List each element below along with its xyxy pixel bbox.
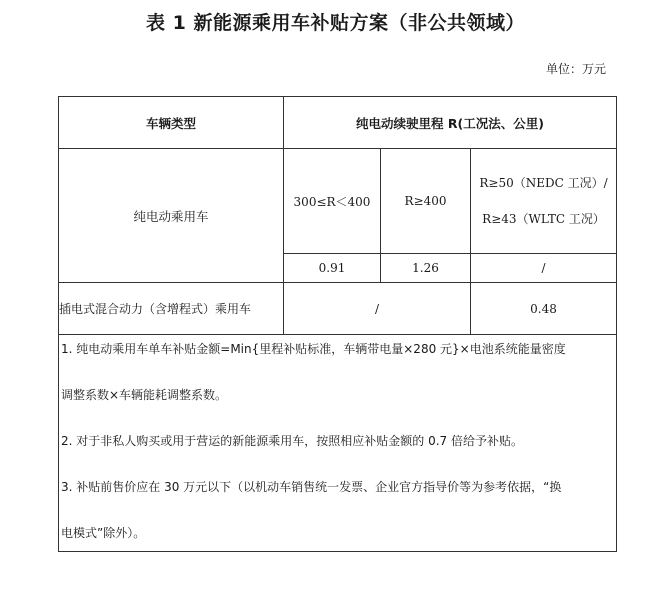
range-col-2: R≥400: [381, 149, 471, 254]
subsidy-table: [58, 96, 617, 552]
phev-value-2: 0.48: [471, 283, 617, 335]
range-col-3-line1: R≥50（NEDC 工况）/: [479, 176, 608, 190]
phev-value-1: /: [284, 283, 471, 335]
table-title: 表 1 新能源乘用车补贴方案（非公共领域）: [146, 12, 525, 34]
range-col-3: [471, 149, 617, 254]
note-1-line-1: 1. 纯电动乘用车单车补贴金额=Min{里程补贴标准，车辆带电量×280 元}×电池系统能量密度: [61, 342, 566, 356]
note-3-line-1: 3. 补贴前售价应在 30 万元以下（以机动车销售统一发票、企业官方指导价等为参考依据，“换: [61, 480, 562, 494]
note-3-line-2: 电模式”除外）。: [61, 526, 146, 540]
bev-value-3: /: [471, 254, 617, 283]
phev-label: 插电式混合动力（含增程式）乘用车: [59, 283, 284, 335]
bev-label: 纯电动乘用车: [59, 149, 284, 283]
notes-cell: [59, 335, 617, 552]
bev-value-2: 1.26: [381, 254, 471, 283]
bev-value-1: 0.91: [284, 254, 381, 283]
range-col-3-line2: R≥43（WLTC 工况）: [482, 212, 605, 226]
header-range: 纯电动续驶里程 R(工况法、公里): [284, 97, 617, 149]
note-1-line-2: 调整系数×车辆能耗调整系数。: [61, 388, 228, 402]
note-2: 2. 对于非私人购买或用于营运的新能源乘用车，按照相应补贴金额的 0.7 倍给予补贴。: [61, 434, 523, 448]
range-col-1: 300≤R＜400: [284, 149, 381, 254]
unit-label: 单位：万元: [545, 62, 606, 76]
header-vehicle-type: 车辆类型: [59, 97, 284, 149]
